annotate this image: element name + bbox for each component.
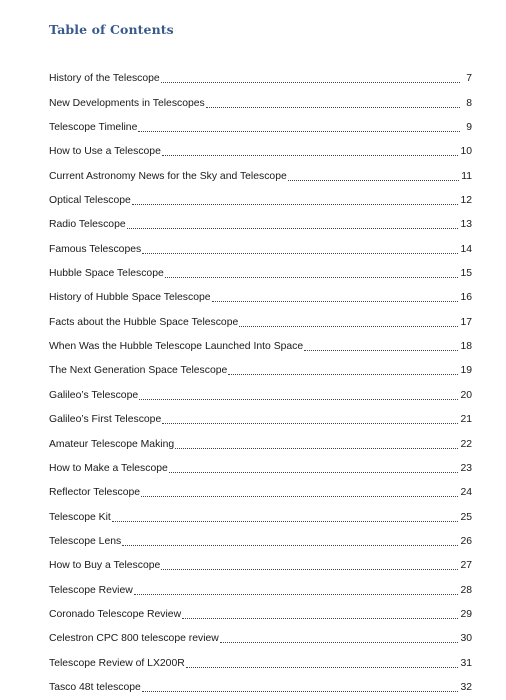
dot-leader: [161, 82, 460, 83]
toc-entry-title: Galileo’s Telescope: [49, 389, 139, 401]
toc-entry[interactable]: [49, 476, 472, 500]
toc-entry[interactable]: [49, 281, 472, 305]
toc-entry-page: 11: [461, 170, 472, 182]
toc-entry-page: 8: [466, 97, 472, 109]
toc-entry-title: Radio Telescope: [49, 219, 126, 231]
dot-leader: [122, 545, 458, 546]
dot-leader: [206, 107, 460, 108]
toc-entry[interactable]: [49, 622, 472, 646]
toc-entry-title: The Next Generation Space Telescope: [49, 365, 228, 377]
toc-entry[interactable]: [49, 330, 472, 354]
toc-entry[interactable]: [49, 232, 472, 256]
toc-entry[interactable]: [49, 62, 472, 86]
toc-entry-title: Tasco 48t telescope: [49, 681, 141, 693]
toc-entry-title: Optical Telescope: [49, 195, 131, 207]
toc-entry-title: New Developments in Telescopes: [49, 97, 205, 109]
dot-leader: [161, 569, 458, 570]
dot-leader: [132, 204, 459, 205]
dot-leader: [162, 423, 458, 424]
toc-entry-title: Reflector Telescope: [49, 487, 141, 499]
dot-leader: [186, 667, 459, 668]
toc-entry-title: Galileo’s First Telescope: [49, 414, 162, 426]
toc-entry-title: History of the Telescope: [49, 73, 160, 85]
toc-entry-page: 17: [460, 316, 472, 328]
dot-leader: [138, 131, 460, 132]
toc-entry-title: How to Use a Telescope: [49, 146, 161, 158]
dot-leader: [175, 448, 458, 449]
toc-entry[interactable]: [49, 646, 472, 670]
toc-entry[interactable]: [49, 452, 472, 476]
toc-list: [49, 62, 472, 695]
toc-entry-title: History of Hubble Space Telescope: [49, 292, 211, 304]
toc-entry-page: 26: [460, 535, 472, 547]
toc-entry[interactable]: [49, 427, 472, 451]
dot-leader: [162, 155, 459, 156]
toc-entry[interactable]: [49, 598, 472, 622]
toc-entry[interactable]: [49, 671, 472, 695]
toc-entry-page: 21: [460, 414, 472, 426]
toc-entry-page: 9: [466, 122, 472, 134]
toc-heading: Table of Contents: [49, 22, 174, 37]
toc-entry-title: Celestron CPC 800 telescope review: [49, 633, 219, 645]
toc-entry-title: Telescope Kit: [49, 511, 111, 523]
dot-leader: [139, 399, 458, 400]
toc-entry-title: Telescope Timeline: [49, 122, 138, 134]
toc-entry-page: 15: [460, 268, 472, 280]
toc-entry-page: 12: [460, 195, 472, 207]
toc-entry-page: 24: [460, 487, 472, 499]
toc-entry[interactable]: [49, 86, 472, 110]
dot-leader: [239, 326, 458, 327]
toc-entry-page: 20: [460, 389, 472, 401]
toc-entry-title: Famous Telescopes: [49, 243, 142, 255]
toc-entry-page: 7: [466, 73, 472, 85]
dot-leader: [182, 618, 458, 619]
dot-leader: [228, 374, 458, 375]
dot-leader: [288, 180, 459, 181]
toc-entry-page: 18: [460, 341, 472, 353]
toc-entry[interactable]: [49, 354, 472, 378]
dot-leader: [142, 691, 459, 692]
toc-entry-page: 29: [460, 608, 472, 620]
toc-entry[interactable]: [49, 525, 472, 549]
toc-entry-page: 22: [460, 438, 472, 450]
toc-entry-title: Coronado Telescope Review: [49, 608, 182, 620]
toc-entry-page: 30: [460, 633, 472, 645]
toc-entry-page: 23: [460, 462, 472, 474]
toc-entry[interactable]: [49, 549, 472, 573]
toc-entry-page: 16: [460, 292, 472, 304]
dot-leader: [134, 594, 459, 595]
dot-leader: [142, 253, 458, 254]
toc-entry-title: Telescope Lens: [49, 535, 122, 547]
dot-leader: [212, 301, 459, 302]
toc-entry-page: 32: [460, 681, 472, 693]
dot-leader: [169, 472, 459, 473]
toc-entry[interactable]: [49, 111, 472, 135]
toc-entry[interactable]: [49, 208, 472, 232]
toc-entry-title: Current Astronomy News for the Sky and Telescope: [49, 170, 287, 182]
toc-entry-title: Telescope Review: [49, 584, 133, 596]
dot-leader: [165, 277, 459, 278]
toc-entry-page: 25: [460, 511, 472, 523]
toc-entry[interactable]: [49, 159, 472, 183]
toc-entry[interactable]: [49, 257, 472, 281]
toc-entry-page: 13: [460, 219, 472, 231]
dot-leader: [127, 228, 459, 229]
toc-entry[interactable]: [49, 184, 472, 208]
toc-entry[interactable]: [49, 573, 472, 597]
toc-entry-title: How to Make a Telescope: [49, 462, 168, 474]
toc-entry-title: How to Buy a Telescope: [49, 560, 161, 572]
toc-entry-page: 14: [460, 243, 472, 255]
toc-entry-title: Facts about the Hubble Space Telescope: [49, 316, 239, 328]
toc-entry-page: 19: [460, 365, 472, 377]
toc-entry[interactable]: [49, 500, 472, 524]
toc-entry-title: Amateur Telescope Making: [49, 438, 175, 450]
toc-entry-page: 28: [460, 584, 472, 596]
dot-leader: [304, 350, 458, 351]
toc-entry-page: 27: [460, 560, 472, 572]
toc-entry[interactable]: [49, 403, 472, 427]
toc-entry[interactable]: [49, 378, 472, 402]
toc-entry-title: When Was the Hubble Telescope Launched Into Space: [49, 341, 304, 353]
toc-entry-title: Hubble Space Telescope: [49, 268, 164, 280]
toc-entry[interactable]: [49, 305, 472, 329]
toc-entry[interactable]: [49, 135, 472, 159]
dot-leader: [141, 496, 458, 497]
toc-entry-page: 31: [460, 657, 472, 669]
dot-leader: [112, 521, 459, 522]
toc-entry-title: Telescope Review of LX200R: [49, 657, 185, 669]
dot-leader: [220, 642, 459, 643]
toc-entry-page: 10: [460, 146, 472, 158]
